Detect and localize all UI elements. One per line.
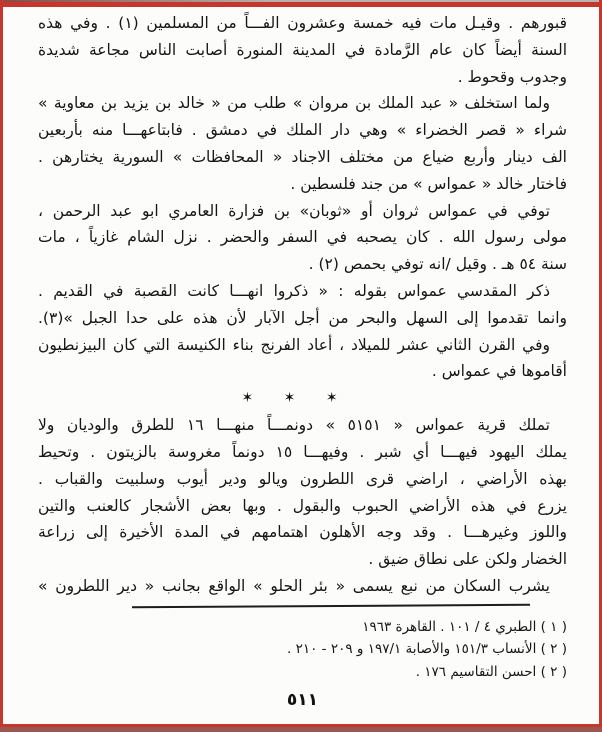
body-line: السنة أيضاً كان عام الرَّمادة في المدينة المنورة أصابت الناس مجاعة شديدة <box>38 40 567 59</box>
body-line: بهذه الأراضي ، اراضي قرى اللطرون ويالو ودير أيوب وسلبيت والقباب . <box>38 469 567 488</box>
body-line: شراء « قصر الخضراء » وهي دار الملك في دمشق . فابتاعهـــا منه بأربعين <box>38 121 567 140</box>
body-line: مولى رسول الله . كان يصحبه في السفر والحضر . نزل الشام غازياً ، مات <box>38 228 567 247</box>
scan-border-top <box>0 2 602 7</box>
section-break-stars-icon: ✶ ✶ ✶ <box>241 390 351 407</box>
body-line: يشرب السكان من نبع يسمى « بئر الحلو » الواقع بجانب « دير اللطرون » <box>38 576 550 595</box>
scan-border-bottom <box>0 724 602 732</box>
body-line: وانما تقدموا إلى السهل والبحر من أجل الآبار لأن هذه على حدا الجبل »(٣). <box>38 308 567 327</box>
body-line: ولما استخلف « عبد الملك بن مروان » طلب من « خالد بن يزيد بن معاوية » <box>38 94 550 113</box>
page-content <box>38 10 567 710</box>
body-line: الف دينار وأربع ضياع من مختلف الاجناد « المحافظات » السورية يختارهن . <box>38 147 567 166</box>
page-number: ٥١١ <box>286 690 319 711</box>
body-line: تملك قرية عمواس « ٥١٥١ » دونمـــاً منهـــا ١٦ للطرق والوديان ولا <box>38 416 550 435</box>
body-line: أقاموها في عمواس . <box>431 362 567 381</box>
body-line: سنة ٥٤ هـ . وقيل /انه توفي بحمص (٢) . <box>308 255 567 274</box>
footnote: ( ٢ ) الأنساب ١٥١/٣ والأصابة ١٩٧/١ و ٢٠٩ - ٢١٠ . <box>287 641 567 658</box>
body-line: قبورهم . وقيـل مات فيه خمسة وعشرون الفـــاً من المسلمين (١) . وفي هذه <box>38 14 568 32</box>
body-line: توفي في عمواس ثروان أو «ثوبان» بن فزارة العامري ابو عبد الرحمن ، <box>38 201 550 220</box>
body-line: الخضار ولكن على نطاق ضيق . <box>368 550 567 569</box>
footnote-separator-rule <box>132 604 530 608</box>
footnote: ( ١ ) الطبري ٤ / ١٠١ . القاهرة ١٩٦٣ <box>362 618 567 635</box>
footnotes-section <box>38 616 567 684</box>
body-line: واللوز وغيرهـــا . وقد وجه الأهلون اهتمامهم في المدة الأخيرة إلى زراعة <box>38 523 567 542</box>
body-line: فاختار خالد « عمواس » من جند فلسطين . <box>290 174 567 193</box>
footnote: ( ٢ ) احسن التقاسيم ١٧٦ . <box>415 663 567 680</box>
body-line: يزرع في هذه الأراضي الحبوب والبقول . وبها بعض الأشجار كالعنب والتين <box>38 496 567 515</box>
body-line: وفي القرن الثاني عشر للميلاد ، أعاد الفرنج بناء الكنيسة التي كان البيزنطيون <box>38 335 550 354</box>
body-line: ذكر المقدسي عمواس بقوله : « ذكروا انهـــا كانت القصبة في القديم . <box>38 281 550 300</box>
scan-border-left <box>0 0 3 732</box>
body-line: وجدوب وقحوط . <box>457 67 567 86</box>
body-line: يملك اليهود فيهـــا أي شبر . وفيهـــا ١٥ دونماً مغروسة بالزيتون . وتحيط <box>38 442 567 461</box>
